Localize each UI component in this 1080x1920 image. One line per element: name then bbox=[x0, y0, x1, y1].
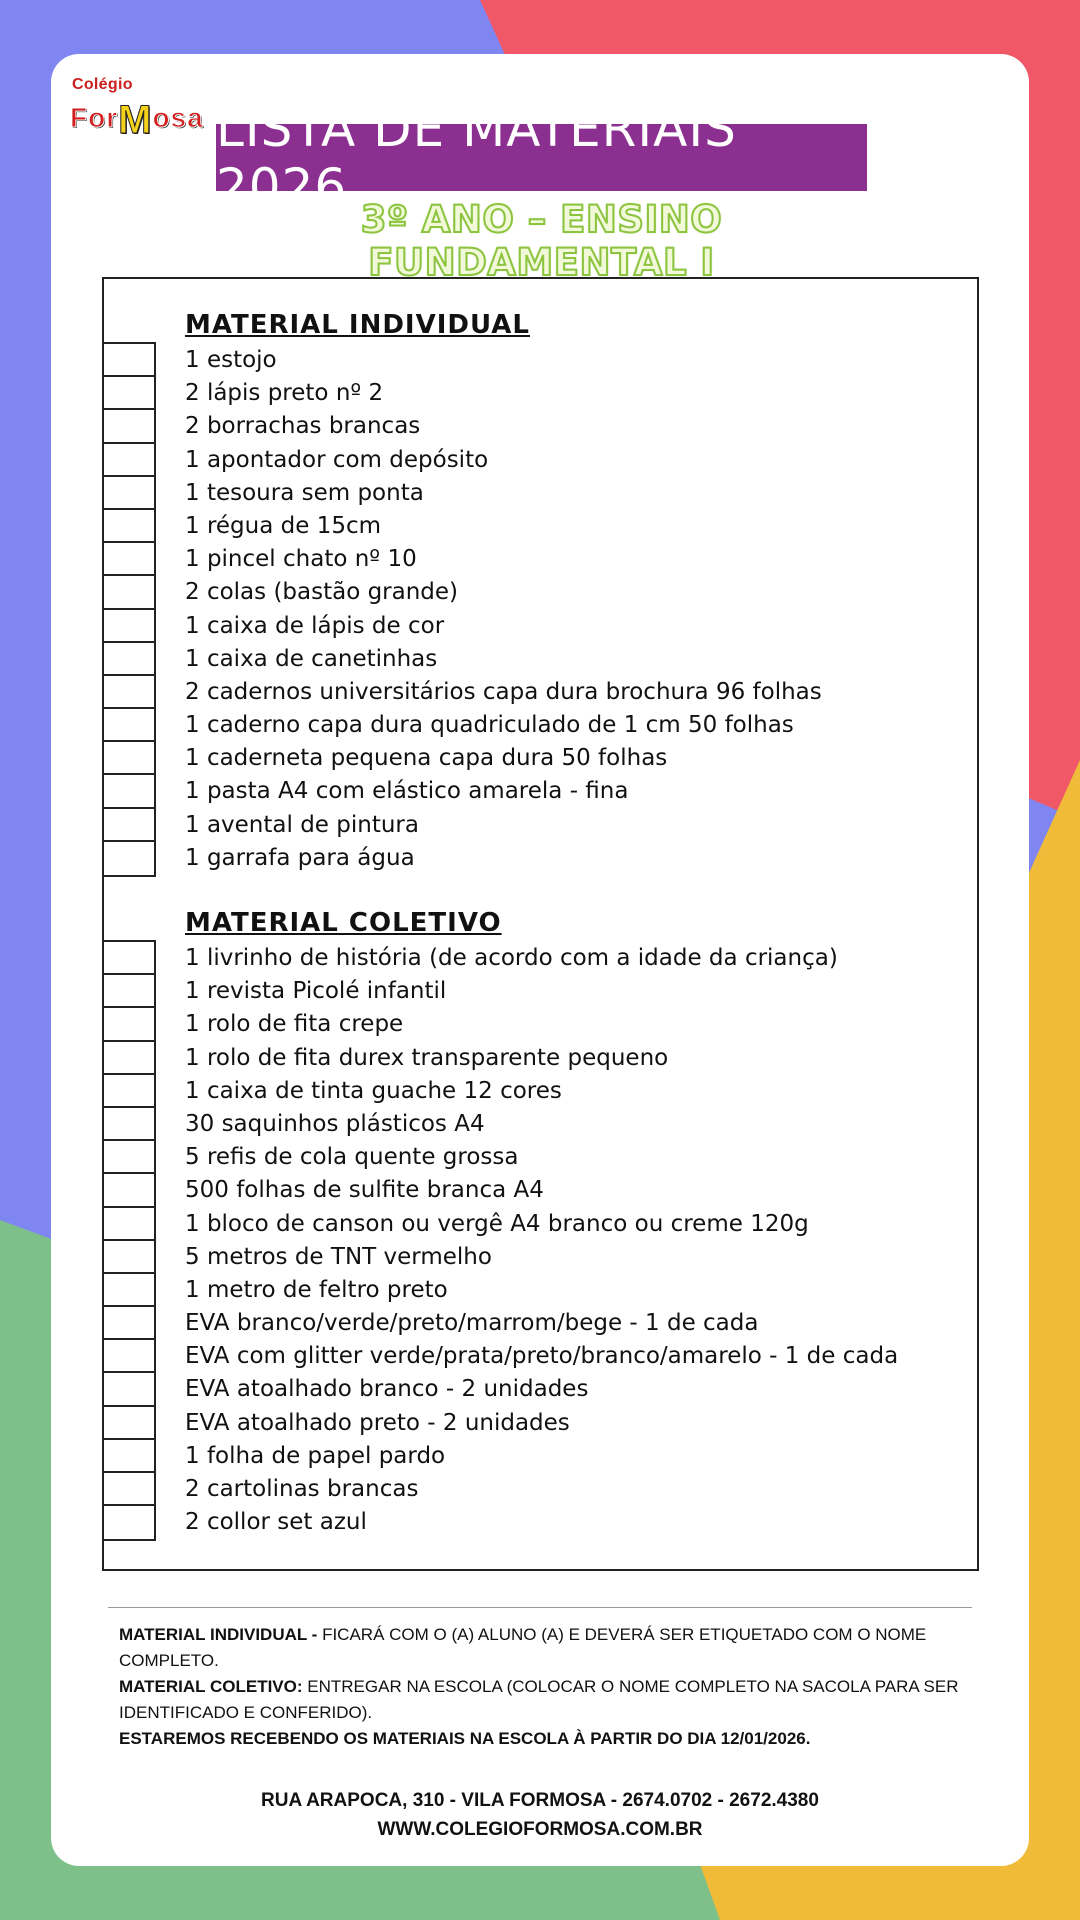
checkbox[interactable] bbox=[102, 477, 154, 510]
footer bbox=[51, 1786, 1029, 1844]
checkbox[interactable] bbox=[102, 1008, 154, 1041]
footer-website[interactable]: WWW.COLEGIOFORMOSA.COM.BR bbox=[377, 1819, 703, 1840]
checkbox[interactable] bbox=[102, 975, 154, 1008]
individual-item: 1 caderneta pequena capa dura 50 folhas bbox=[185, 745, 668, 772]
individual-item: 1 avental de pintura bbox=[185, 811, 419, 838]
logo-name-m: M bbox=[118, 98, 153, 142]
individual-item: 1 garrafa para água bbox=[185, 844, 415, 871]
section-heading-individual: MATERIAL INDIVIDUAL bbox=[185, 310, 530, 340]
coletivo-item: 1 rolo de fita durex transparente pequeno bbox=[185, 1044, 669, 1071]
checkbox[interactable] bbox=[102, 1473, 154, 1506]
coletivo-item: 5 metros de TNT vermelho bbox=[185, 1243, 492, 1270]
checkbox[interactable] bbox=[102, 1274, 154, 1307]
individual-item: 2 lápis preto nº 2 bbox=[185, 380, 384, 407]
checkbox[interactable] bbox=[102, 1307, 154, 1340]
checkbox[interactable] bbox=[102, 1075, 154, 1108]
page-title: LISTA DE MATERIAIS 2026 bbox=[216, 124, 867, 191]
checkbox[interactable] bbox=[102, 344, 154, 377]
individual-item: 2 borrachas brancas bbox=[185, 413, 421, 440]
checkbox[interactable] bbox=[102, 1440, 154, 1473]
checkbox-column-individual bbox=[102, 342, 156, 877]
logo-name-part-a: For bbox=[70, 102, 119, 133]
coletivo-item: EVA branco/verde/preto/marrom/bege - 1 de cada bbox=[185, 1310, 759, 1337]
coletivo-item: EVA atoalhado branco - 2 unidades bbox=[185, 1376, 589, 1403]
page-subtitle: 3º ANO – ENSINO FUNDAMENTAL I bbox=[360, 198, 723, 284]
checkbox[interactable] bbox=[102, 444, 154, 477]
checkbox[interactable] bbox=[102, 676, 154, 709]
note-date-text: ESTAREMOS RECEBENDO OS MATERIAIS NA ESCOLA À PARTIR DO DIA 12/01/2026. bbox=[119, 1729, 811, 1748]
note-date bbox=[119, 1726, 979, 1752]
individual-item: 2 cadernos universitários capa dura brochura 96 folhas bbox=[185, 678, 822, 705]
coletivo-item: EVA atoalhado preto - 2 unidades bbox=[185, 1409, 570, 1436]
individual-item: 1 estojo bbox=[185, 347, 277, 373]
checkbox[interactable] bbox=[102, 1042, 154, 1075]
individual-item: 1 caixa de lápis de cor bbox=[185, 612, 445, 639]
coletivo-item: 30 saquinhos plásticos A4 bbox=[185, 1110, 485, 1137]
logo-name-part-b: osa bbox=[152, 102, 204, 133]
checkbox[interactable] bbox=[102, 775, 154, 808]
checkbox[interactable] bbox=[102, 610, 154, 643]
coletivo-item: 1 caixa de tinta guache 12 cores bbox=[185, 1077, 562, 1104]
note-coletivo-text: ENTREGAR NA ESCOLA (COLOCAR O NOME COMPLETO NA SACOLA PARA SER IDENTIFICADO E CONFERIDO). bbox=[119, 1677, 959, 1722]
checkbox[interactable] bbox=[102, 543, 154, 576]
checkbox[interactable] bbox=[102, 742, 154, 775]
checkbox[interactable] bbox=[102, 1340, 154, 1373]
coletivo-item: 1 livrinho de história (de acordo com a idade da criança) bbox=[185, 945, 838, 971]
individual-item: 1 apontador com depósito bbox=[185, 446, 489, 473]
coletivo-item: EVA com glitter verde/prata/preto/branco/amarelo - 1 de cada bbox=[185, 1343, 899, 1370]
checkbox[interactable] bbox=[102, 643, 154, 676]
note-individual-text: FICARÁ COM O (A) ALUNO (A) E DEVERÁ SER ETIQUETADO COM O NOME COMPLETO. bbox=[119, 1625, 927, 1670]
individual-item: 1 régua de 15cm bbox=[185, 512, 382, 539]
checkbox[interactable] bbox=[102, 1108, 154, 1141]
coletivo-item: 1 revista Picolé infantil bbox=[185, 978, 447, 1005]
coletivo-item: 2 collor set azul bbox=[185, 1509, 367, 1536]
individual-item: 1 caixa de canetinhas bbox=[185, 645, 438, 672]
coletivo-items-list bbox=[185, 942, 898, 1539]
checkbox[interactable] bbox=[102, 1506, 154, 1539]
checkbox[interactable] bbox=[102, 510, 154, 543]
individual-item: 1 pasta A4 com elástico amarela - fina bbox=[185, 778, 629, 805]
checkbox-column-coletivo bbox=[102, 940, 156, 1541]
individual-item: 1 pincel chato nº 10 bbox=[185, 546, 417, 573]
coletivo-item: 500 folhas de sulfite branca A4 bbox=[185, 1177, 544, 1204]
checkbox[interactable] bbox=[102, 1407, 154, 1440]
checkbox[interactable] bbox=[102, 377, 154, 410]
coletivo-item: 2 cartolinas brancas bbox=[185, 1476, 419, 1502]
individual-items-list bbox=[185, 344, 822, 875]
checkbox[interactable] bbox=[102, 1241, 154, 1274]
checkbox[interactable] bbox=[102, 809, 154, 842]
checkbox[interactable] bbox=[102, 1373, 154, 1406]
section-heading-coletivo: MATERIAL COLETIVO bbox=[185, 908, 502, 938]
checkbox[interactable] bbox=[102, 1174, 154, 1207]
coletivo-item: 1 folha de papel pardo bbox=[185, 1442, 446, 1469]
note-individual-label: MATERIAL INDIVIDUAL - bbox=[119, 1625, 318, 1644]
coletivo-item: 1 rolo de fita crepe bbox=[185, 1011, 404, 1038]
checkbox[interactable] bbox=[102, 842, 154, 875]
footer-address: RUA ARAPOCA, 310 - VILA FORMOSA - 2674.0702 - 2672.4380 bbox=[261, 1790, 819, 1811]
checkbox[interactable] bbox=[102, 942, 154, 975]
note-coletivo-label: MATERIAL COLETIVO: bbox=[119, 1677, 303, 1696]
logo-name bbox=[70, 92, 204, 142]
notes-block bbox=[119, 1622, 979, 1752]
coletivo-item: 1 metro de feltro preto bbox=[185, 1276, 448, 1303]
coletivo-item: 1 bloco de canson ou vergê A4 branco ou creme 120g bbox=[185, 1210, 809, 1237]
logo-top-text: Colégio bbox=[72, 76, 133, 93]
checkbox[interactable] bbox=[102, 1208, 154, 1241]
checkbox[interactable] bbox=[102, 709, 154, 742]
note-coletivo bbox=[119, 1674, 979, 1726]
school-logo bbox=[70, 76, 210, 140]
checkbox[interactable] bbox=[102, 576, 154, 609]
individual-item: 1 tesoura sem ponta bbox=[185, 479, 424, 506]
checkbox[interactable] bbox=[102, 410, 154, 443]
checkbox[interactable] bbox=[102, 1141, 154, 1174]
coletivo-item: 5 refis de cola quente grossa bbox=[185, 1144, 519, 1171]
individual-item: 1 caderno capa dura quadriculado de 1 cm 50 folhas bbox=[185, 712, 794, 739]
note-individual bbox=[119, 1622, 979, 1674]
divider bbox=[108, 1607, 972, 1608]
individual-item: 2 colas (bastão grande) bbox=[185, 579, 459, 606]
